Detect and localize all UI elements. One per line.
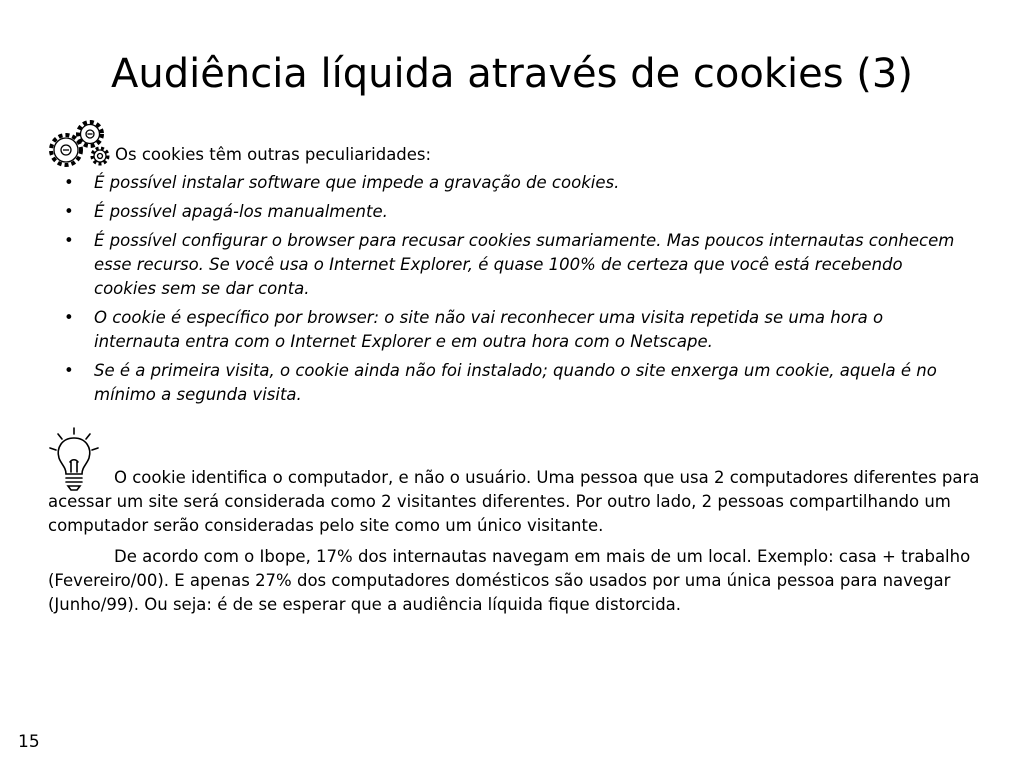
bullet-symbol: • xyxy=(64,308,74,327)
bullet-item xyxy=(64,200,964,224)
paragraph-ibope-statistics: De acordo com o Ibope, 17% dos internautas navegam em mais de um local. Exemplo: casa + trabalho (Fevereiro/00). E apenas 27% dos computadores domésticos são usados por uma única pessoa para navegar (Junho/99). Ou seja: é de se esperar que a audiência líquida fique distorcida. xyxy=(48,547,971,614)
paragraph-cookie-identifies-computer: O cookie identifica o computador, e não o usuário. Uma pessoa que usa 2 computadores diferentes para acessar um site será considerada como 2 visitantes diferentes. Por outro lado, 2 pessoas compartilhando um computador serão consideradas pelo site como um único visitante. xyxy=(48,468,980,535)
bullet-item xyxy=(64,359,964,407)
bullet-text: É possível instalar software que impede a gravação de cookies. xyxy=(94,173,620,192)
bullet-symbol: • xyxy=(64,202,74,221)
intro-text: Os cookies têm outras peculiaridades: xyxy=(115,145,432,164)
page-number: 15 xyxy=(18,732,40,752)
bullet-text: É possível configurar o browser para recusar cookies sumariamente. Mas poucos internautas conhecem esse recurso. Se você usa o Internet Explorer, é quase 100% de certeza que você está recebendo cookies sem se dar conta. xyxy=(94,231,955,298)
bullet-item xyxy=(64,171,964,195)
bullet-item xyxy=(64,229,964,301)
bullet-text: É possível apagá-los manualmente. xyxy=(94,202,388,221)
bullet-text: Se é a primeira visita, o cookie ainda não foi instalado; quando o site enxerga um cookie, aquela é no mínimo a segunda visita. xyxy=(94,361,937,404)
slide-title: Audiência líquida através de cookies (3) xyxy=(111,51,913,97)
bullet-symbol: • xyxy=(64,361,74,380)
bullet-symbol: • xyxy=(64,173,74,192)
bullet-text: O cookie é específico por browser: o site não vai reconhecer uma visita repetida se uma hora o internauta entra com o Internet Explorer e em outra hora com o Netscape. xyxy=(94,308,884,351)
gears-icon xyxy=(44,118,116,170)
bullet-symbol: • xyxy=(64,231,74,250)
bullet-list xyxy=(64,171,964,412)
bullet-item xyxy=(64,306,964,354)
